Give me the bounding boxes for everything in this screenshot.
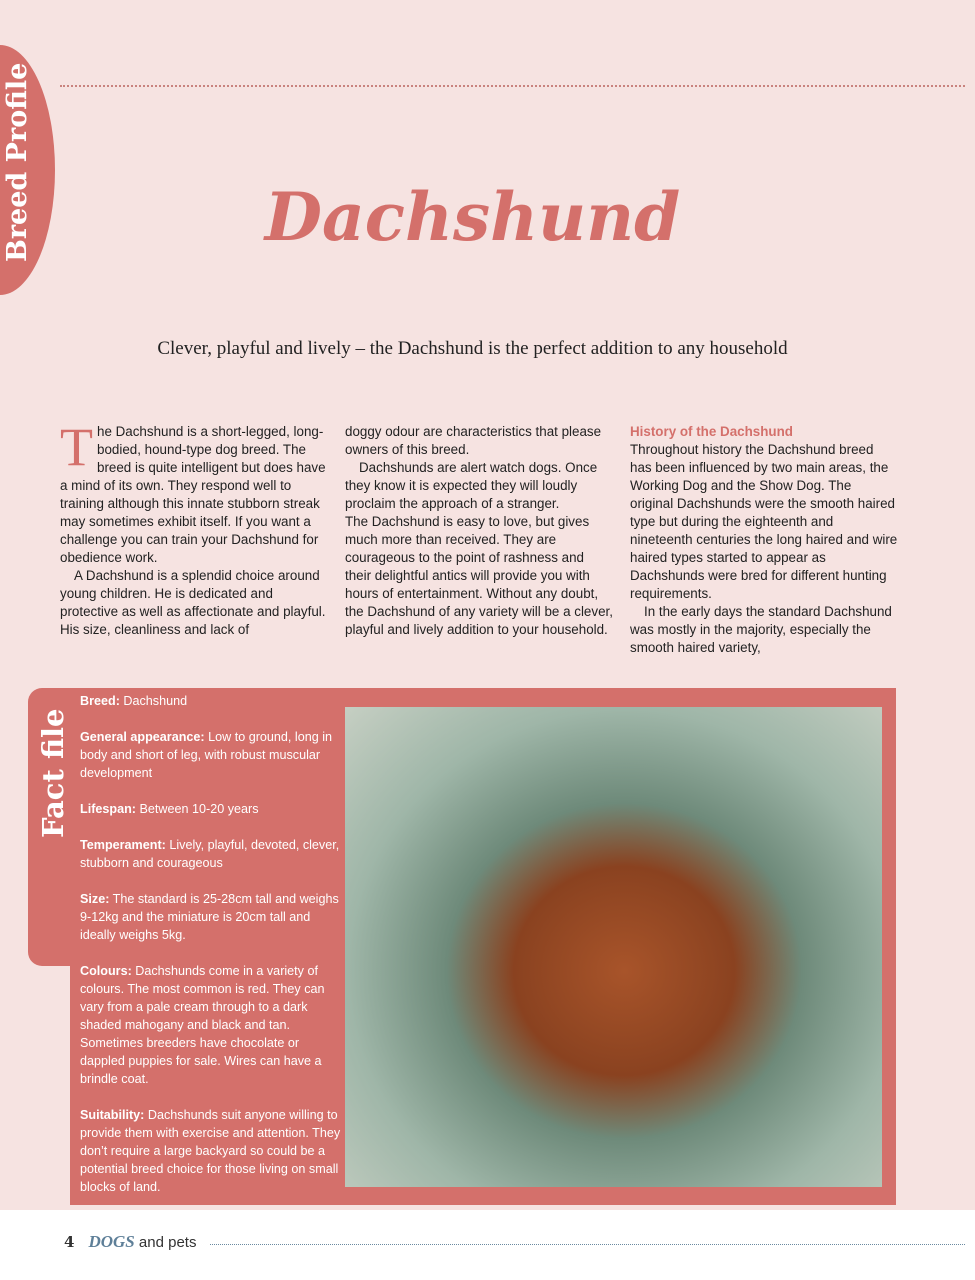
page-title: Dachshund	[264, 178, 681, 256]
magazine-brand	[88, 1232, 196, 1252]
column-1	[60, 417, 328, 639]
dotted-divider	[60, 85, 965, 87]
fact-value: Lively, playful, devoted, clever, stubborn and courageous	[80, 838, 340, 870]
fact-item	[80, 800, 342, 818]
magazine-logo-suffix: and pets	[138, 1234, 197, 1251]
page-number: 4	[64, 1233, 75, 1251]
paragraph: Dachshunds are alert watch dogs. Once they know it is expected they will loudly proclaim the approach of a stranger.	[345, 460, 598, 511]
section-heading: History of the Dachshund	[630, 424, 793, 439]
paragraph: A Dachshund is a splendid choice around young children. He is dedicated and protective as well as affectionate and playful. His size, cleanliness and lack of	[60, 568, 326, 637]
fact-value: Between 10-20 years	[135, 802, 259, 816]
fact-item	[80, 962, 342, 1088]
paragraph: doggy odour are characteristics that please owners of this breed.	[345, 424, 602, 457]
subtitle: Clever, playful and lively – the Dachshund is the perfect addition to any household	[157, 338, 788, 359]
column-2	[345, 423, 613, 639]
fact-key: General appearance:	[80, 730, 205, 744]
fact-item	[80, 728, 342, 782]
fact-key: Colours:	[80, 964, 132, 978]
fact-value: The standard is 25-28cm tall and weighs 9-12kg and the miniature is 20cm tall and ideally weighs 5kg.	[80, 892, 339, 942]
paragraph: Throughout history the Dachshund breed has been influenced by two main areas, the Working Dog and the Show Dog. The original Dachshunds were the smooth haired type but during the eighteenth and nineteenth centuries the long haired and wire haired types started to appear as Dachshunds were bred for different hunting requirements.	[630, 442, 898, 601]
fact-file-label: Fact file	[36, 708, 70, 838]
paragraph: In the early days the standard Dachshund was mostly in the majority, especially the smooth haired variety,	[630, 604, 892, 655]
fact-key: Suitability:	[80, 1108, 145, 1122]
fact-value: Dachshunds suit anyone willing to provide them with exercise and attention. They don’t require a large backyard so could be a potential breed choice for those living on small blocks of land.	[80, 1108, 341, 1194]
fact-item	[80, 1106, 342, 1196]
fact-item	[80, 890, 342, 944]
fact-key: Lifespan:	[80, 802, 136, 816]
fact-item	[80, 692, 342, 710]
magazine-logo: DOGS	[88, 1232, 135, 1251]
drop-cap: T	[60, 417, 93, 477]
section-label: Breed Profile	[2, 62, 33, 262]
fact-value: Dachshund	[119, 694, 188, 708]
footer-dotted-line	[210, 1244, 965, 1245]
fact-key: Size:	[80, 892, 110, 906]
fact-key: Breed:	[80, 694, 120, 708]
fact-value: Low to ground, long in body and short of leg, with robust muscular development	[80, 730, 333, 780]
dachshund-puppy-photo	[345, 707, 882, 1187]
fact-value: Dachshunds come in a variety of colours. The most common is red. They can vary from a pale cream through to a dark shaded mahogany and black and tan. Sometimes breeders have chocolate or dappled puppies for sale. Wires can have a brindle coat.	[80, 964, 325, 1086]
fact-list	[80, 692, 342, 1214]
footer	[64, 1232, 196, 1252]
fact-key: Temperament:	[80, 838, 166, 852]
column-3	[630, 423, 898, 657]
paragraph: The Dachshund is easy to love, but gives much more than received. They are courageous to the point of rashness and their delightful antics will provide you with hours of entertainment. Without any doubt, the Dachshund of any variety will be a clever, playful and lively addition to your household.	[345, 514, 613, 637]
paragraph: he Dachshund is a short-legged, long-bodied, hound-type dog breed. The breed is quite intelligent but does have a mind of its own. They respond well to training although this innate stubborn streak may sometimes exhibit itself. If you want a challenge you can train your Dachshund for obedience work.	[60, 424, 326, 565]
fact-item	[80, 836, 342, 872]
